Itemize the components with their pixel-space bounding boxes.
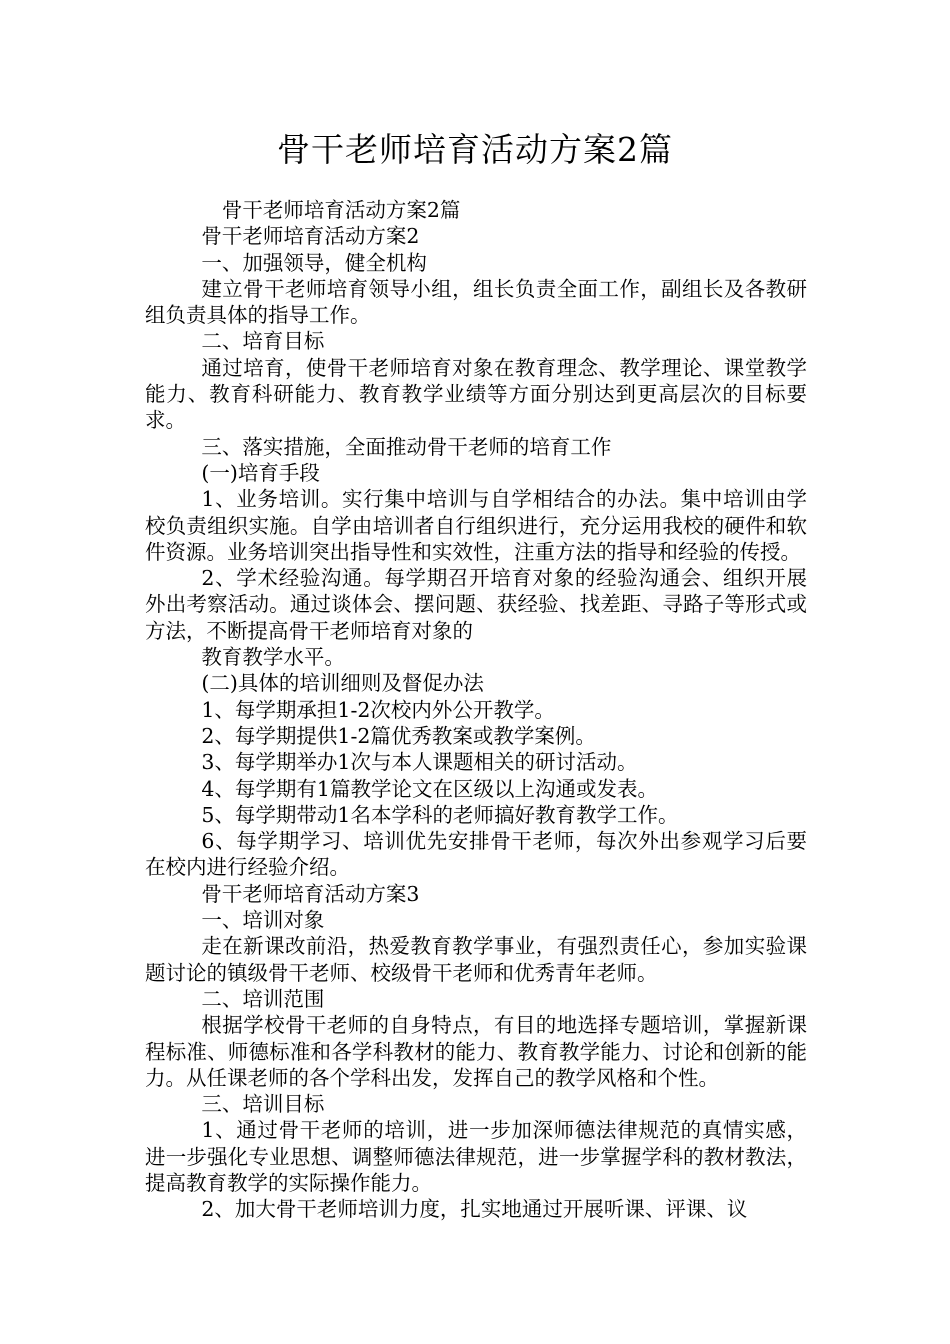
paragraph: 二、培育目标 (201, 329, 325, 354)
paragraph: (二)具体的培训细则及督促办法 (201, 671, 484, 696)
paragraph: 5、每学期带动1名本学科的老师搞好教育教学工作。 (201, 802, 679, 827)
paragraph: 1、通过骨干老师的培训，进一步加深师德法律规范的真情实感，进一步强化专业思想、调整师德法律规范，进一步掌握学科的教材教法，提高教育教学的实际操作能力。 (145, 1118, 807, 1195)
paragraph: 2、每学期提供1-2篇优秀教案或教学案例。 (201, 723, 596, 748)
paragraph: 2、加大骨干老师培训力度，扎实地通过开展听课、评课、议 (201, 1197, 748, 1222)
document-body (145, 197, 807, 1223)
paragraph: 1、每学期承担1-2次校内外公开教学。 (201, 697, 555, 722)
paragraph: 建立骨干老师培育领导小组，组长负责全面工作，副组长及各教研组负责具体的指导工作。 (145, 276, 807, 328)
paragraph: 走在新课改前沿，热爱教育教学事业，有强烈责任心，参加实验课题讨论的镇级骨干老师、校级骨干老师和优秀青年老师。 (145, 934, 807, 985)
paragraph: 通过培育，使骨干老师培育对象在教育理念、教学理论、课堂教学能力、教育科研能力、教育教学业绩等方面分别达到更高层次的目标要求。 (145, 355, 807, 433)
paragraph: 骨干老师培育活动方案2篇 (221, 198, 461, 222)
paragraph: 根据学校骨干老师的自身特点，有目的地选择专题培训，掌握新课程标准、师德标准和各学科教材的能力、教育教学能力、讨论和创新的能力。从任课老师的各个学科出发，发挥自己的教学风格和个性。 (145, 1013, 807, 1090)
paragraph: 6、每学期学习、培训优先安排骨干老师，每次外出参观学习后要在校内进行经验介绍。 (145, 829, 807, 880)
paragraph: 二、培训范围 (201, 986, 325, 1011)
paragraph: 一、培训对象 (201, 908, 325, 933)
paragraph: 一、加强领导，健全机构 (201, 250, 427, 275)
document-title: 骨干老师培育活动方案2篇 (277, 130, 673, 169)
paragraph: 1、业务培训。实行集中培训与自学相结合的办法。集中培训由学校负责组织实施。自学由培训者自行组织进行，充分运用我校的硬件和软件资源。业务培训突出指导性和实效性，注重方法的指导和经验的传授。 (145, 487, 807, 564)
paragraph: 2、学术经验沟通。每学期召开培育对象的经验沟通会、组织开展外出考察活动。通过谈体会、摆问题、获经验、找差距、寻路子等形式或方法，不断提高骨干老师培育对象的 (145, 566, 807, 643)
paragraph: (一)培育手段 (201, 460, 320, 485)
paragraph: 教育教学水平。 (201, 645, 345, 670)
paragraph: 骨干老师培育活动方案3 (201, 881, 420, 906)
paragraph: 骨干老师培育活动方案2 (201, 224, 420, 249)
paragraph: 三、落实措施，全面推动骨干老师的培育工作 (201, 434, 612, 459)
paragraph: 三、培训目标 (201, 1092, 325, 1117)
paragraph: 3、每学期举办1次与本人课题相关的研讨活动。 (201, 750, 638, 775)
paragraph: 4、每学期有1篇教学论文在区级以上沟通或发表。 (201, 776, 658, 801)
